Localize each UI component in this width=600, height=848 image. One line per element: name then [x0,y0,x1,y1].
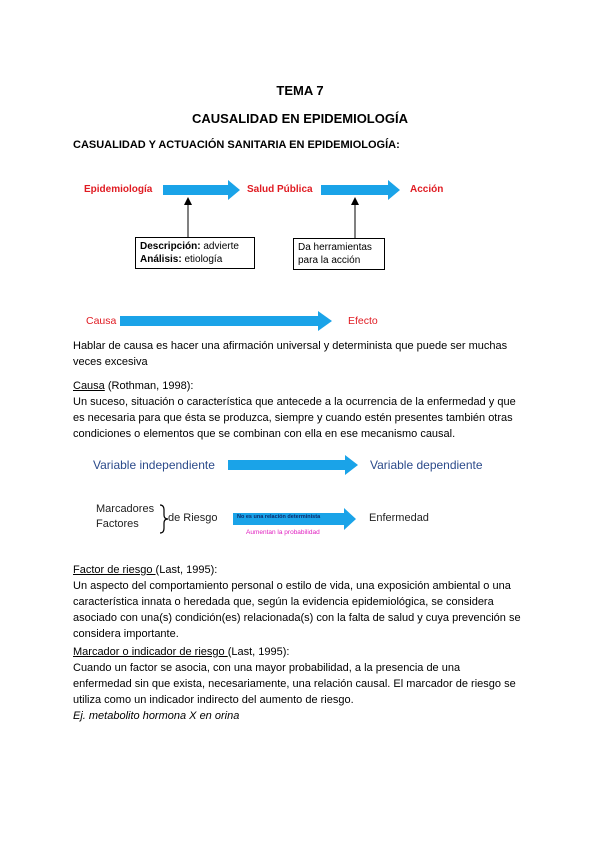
factors-label: Factores [96,518,139,530]
tools-line-2: para la acción [298,255,361,266]
tools-box [293,238,385,270]
tools-line-1: Da herramientas [298,242,372,253]
example-line: Ej. metabolito hormona X en orina [73,710,240,722]
connector-arrowhead-1 [184,197,192,205]
cause-label: Causa [86,315,117,327]
disease-label: Enfermedad [369,512,429,524]
page-subtitle: CAUSALIDAD EN EPIDEMIOLOGÍA [192,111,408,126]
arrow-salud-accion [321,180,400,200]
connector-arrowhead-2 [351,197,359,205]
probability-note: Aumentan la probabilidad [246,529,320,536]
marcador-term: Marcador o indicador de riesgo [73,646,228,658]
node-accion: Acción [410,184,444,195]
arrow-inner-text: No es una relación determinista [237,514,321,520]
markers-label: Marcadores [96,503,155,515]
brace-icon [160,505,168,533]
factor-definition: Factor de riesgo (Last, 1995): Un aspecto del comportamiento personal o estilo de vida, una exposición ambiental o una característica innata o heredada que, según la evidencia epidemiológica, se considera asociado con una(s) condición(es) relacionada(s) con la falta de salud y cuya prevención se considera importante. [73,564,521,640]
effect-label: Efecto [348,315,378,327]
intro-paragraph: Hablar de causa es hacer una afirmación universal y determinista que puede ser muchas veces excesiva [73,340,508,368]
arrow-epidemiologia-salud [163,180,240,200]
risk-label: de Riesgo [168,512,218,524]
arrow-causa-efecto [120,311,332,331]
description-box [135,237,255,269]
node-salud-publica: Salud Pública [247,184,313,195]
arrow-variables [228,455,358,475]
description-line: Descripción: advierte [140,241,239,252]
causa-definition: Causa (Rothman, 1998): Un suceso, situación o característica que antecede a la ocurrencia de la enfermedad y que es necesaria para que ésta se produzca, siempre y cuando estén presentes también otras condiciones o elementos que se combinan con ella en ese mecanismo causal. [73,380,516,440]
node-epidemiologia: Epidemiología [84,184,153,195]
page-title: TEMA 7 [276,83,324,98]
independent-variable: Variable independiente [93,458,215,472]
factor-term: Factor de riesgo [73,564,156,576]
causa-term: Causa [73,380,105,392]
marcador-definition: Marcador o indicador de riesgo (Last, 1995): Cuando un factor se asocia, con una mayor probabilidad, a la presencia de una enfermedad sin que exista, necesariamente, una relación causal. El marcador de riesgo se utiliza como un indicador indirecto del aumento de riesgo. Ej. metabolito hormona X en orina [73,644,543,724]
section-heading: CASUALIDAD Y ACTUACIÓN SANITARIA EN EPIDEMIOLOGÍA: [73,139,400,151]
analysis-line: Análisis: etiología [140,254,223,265]
dependent-variable: Variable dependiente [370,458,483,472]
